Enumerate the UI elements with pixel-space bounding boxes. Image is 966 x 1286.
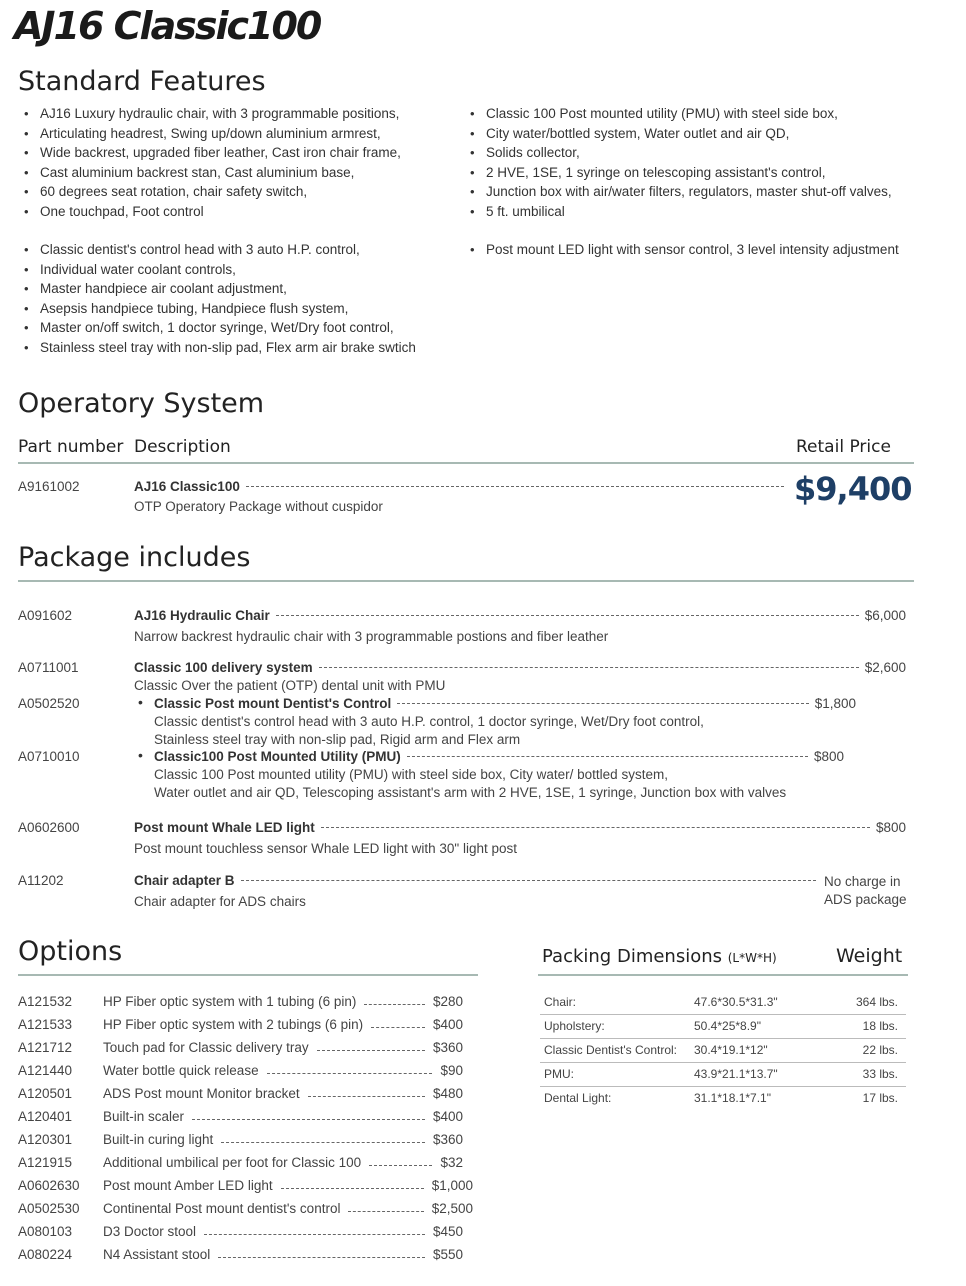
col-retail-price: Retail Price [796, 437, 891, 457]
package-item-line [154, 696, 856, 711]
package-item-line [154, 749, 844, 764]
standard-right-list-1 [464, 104, 892, 221]
packing-item: Dental Light: [544, 1091, 612, 1106]
option-name: Additional umbilical per foot for Classic 100 [103, 1155, 362, 1170]
option-part: A080103 [18, 1224, 73, 1239]
option-price: $480 [432, 1086, 463, 1101]
package-item-line [134, 660, 906, 675]
standard-left-list-1 [18, 104, 401, 221]
package-item-price: $800 [813, 749, 844, 764]
feature-item: • One touchpad, Foot control [18, 202, 401, 222]
operatory-price: $9,400 [794, 470, 912, 508]
packing-row [540, 990, 906, 1014]
leader-dots [267, 1059, 433, 1074]
options-heading: Options [18, 936, 123, 967]
option-price: $360 [432, 1132, 463, 1147]
package-item-price: $1,800 [814, 696, 856, 711]
package-part-number: A0502520 [18, 696, 80, 711]
leader-dots [221, 1128, 425, 1143]
leader-dots [246, 486, 784, 487]
package-item-line [134, 820, 906, 835]
feature-item: • Master on/off switch, 1 doctor syringe, Wet/Dry foot control, [18, 318, 416, 338]
feature-item: • 60 degrees seat rotation, chair safety switch, [18, 182, 401, 202]
package-heading: Package includes [18, 542, 251, 573]
packing-weight: 33 lbs. [844, 1062, 906, 1086]
option-name: HP Fiber optic system with 2 tubings (6 pin) [103, 1017, 364, 1032]
option-part: A121712 [18, 1040, 73, 1055]
option-part: A121915 [18, 1155, 73, 1170]
bullet: • [138, 747, 143, 763]
package-item-desc: Chair adapter for ADS chairs [134, 894, 306, 909]
packing-row [540, 1086, 906, 1110]
packing-dims: 31.1*18.1*7.1" [694, 1091, 771, 1106]
divider [18, 462, 914, 464]
feature-item: • Individual water coolant controls, [18, 260, 416, 280]
col-description: Description [134, 437, 231, 457]
option-price: $90 [440, 1063, 463, 1078]
operatory-part-number: A9161002 [18, 479, 80, 494]
feature-item: • 2 HVE, 1SE, 1 syringe on telescoping assistant's control, [464, 163, 892, 183]
option-price: $400 [432, 1017, 463, 1032]
package-item-name: Classic100 Post Mounted Utility (PMU) [154, 749, 401, 764]
option-row [103, 1132, 463, 1147]
package-item-desc: Classic Over the patient (OTP) dental unit with PMU [134, 678, 446, 693]
option-part: A121532 [18, 994, 73, 1009]
packing-unit: (L*W*H) [727, 951, 777, 965]
packing-row [540, 1062, 906, 1086]
leader-dots [348, 1197, 423, 1212]
operatory-heading: Operatory System [18, 388, 265, 419]
package-item-price: No charge in [824, 874, 901, 889]
packing-row [540, 1038, 906, 1062]
packing-weight: 17 lbs. [862, 1091, 898, 1106]
package-item-desc: Stainless steel tray with non-slip pad, Rigid arm and Flex arm [154, 732, 521, 747]
package-item-desc: Classic 100 Post mounted utility (PMU) with steel side box, City water/ bottled system, [154, 767, 668, 782]
package-item-price: $800 [875, 820, 906, 835]
option-name: D3 Doctor stool [103, 1224, 197, 1239]
option-part: A121440 [18, 1063, 73, 1078]
divider [18, 580, 914, 582]
feature-item: • Solids collector, [464, 143, 892, 163]
package-item-name: Classic 100 delivery system [134, 660, 313, 675]
package-item-line [134, 873, 822, 888]
option-row [103, 1063, 463, 1078]
option-name: N4 Assistant stool [103, 1247, 211, 1262]
leader-dots [192, 1105, 425, 1120]
option-part: A0602630 [18, 1178, 80, 1193]
packing-item: Chair: [540, 990, 694, 1014]
packing-dims: 50.4*25*8.9" [694, 1014, 844, 1038]
option-row [103, 1247, 463, 1262]
packing-dims: 30.4*19.1*12" [694, 1038, 844, 1062]
leader-dots [364, 990, 425, 1005]
feature-item: • City water/bottled system, Water outlet and air QD, [464, 124, 892, 144]
option-part: A0502530 [18, 1201, 80, 1216]
option-row [103, 1109, 463, 1124]
package-item-name: Chair adapter B [134, 873, 235, 888]
package-item-name: AJ16 Hydraulic Chair [134, 608, 270, 623]
operatory-line [134, 479, 790, 494]
packing-item: Classic Dentist's Control: [540, 1038, 694, 1062]
leader-dots [276, 615, 859, 616]
package-item-name: Post mount Whale LED light [134, 820, 315, 835]
option-part: A121533 [18, 1017, 73, 1032]
option-name: Touch pad for Classic delivery tray [103, 1040, 309, 1055]
divider [18, 974, 478, 976]
leader-dots [308, 1082, 425, 1097]
option-row [103, 1201, 473, 1216]
leader-dots [407, 756, 808, 757]
option-part: A120401 [18, 1109, 73, 1124]
feature-item: • Classic dentist's control head with 3 auto H.P. control, [18, 240, 416, 260]
option-price: $1,000 [431, 1178, 473, 1193]
package-item-price: $2,600 [864, 660, 906, 675]
package-part-number: A091602 [18, 608, 73, 623]
option-name: Post mount Amber LED light [103, 1178, 273, 1193]
operatory-sub: OTP Operatory Package without cuspidor [134, 499, 383, 514]
feature-item: • Cast aluminium backrest stan, Cast aluminium base, [18, 163, 401, 183]
option-name: Water bottle quick release [103, 1063, 259, 1078]
option-name: Built-in scaler [103, 1109, 185, 1124]
leader-dots [369, 1151, 432, 1166]
feature-item: • Classic 100 Post mounted utility (PMU) with steel side box, [464, 104, 892, 124]
option-price: $2,500 [431, 1201, 473, 1216]
leader-dots [204, 1220, 425, 1235]
packing-weight: 364 lbs. [844, 990, 906, 1014]
package-item-desc: Classic dentist's control head with 3 auto H.P. control, 1 doctor syringe, Wet/Dry foot control, [154, 714, 704, 729]
feature-item: • Stainless steel tray with non-slip pad, Flex arm air brake swtich [18, 338, 416, 358]
feature-item: • Junction box with air/water filters, regulators, master shut-off valves, [464, 182, 892, 202]
option-row [103, 1040, 463, 1055]
leader-dots [241, 880, 816, 881]
packing-heading [542, 946, 777, 967]
option-row [103, 994, 463, 1009]
package-item-desc: Water outlet and air QD, Telescoping assistant's arm with 2 HVE, 1SE, 1 syringe, Junction box with valves [154, 785, 787, 800]
leader-dots [397, 703, 808, 704]
leader-dots [317, 1036, 425, 1051]
feature-item: • Wide backrest, upgraded fiber leather, Cast iron chair frame, [18, 143, 401, 163]
option-row [103, 1224, 463, 1239]
option-part: A080224 [18, 1247, 73, 1262]
option-part: A120301 [18, 1132, 73, 1147]
option-price: $400 [432, 1109, 463, 1124]
feature-item: • Articulating headrest, Swing up/down aluminium armrest, [18, 124, 401, 144]
feature-item: • Post mount LED light with sensor control, 3 level intensity adjustment [464, 240, 899, 260]
package-item-desc: Narrow backrest hydraulic chair with 3 programmable postions and fiber leather [134, 629, 609, 644]
feature-item: • Master handpiece air coolant adjustment, [18, 279, 416, 299]
option-price: $360 [432, 1040, 463, 1055]
package-part-number: A0602600 [18, 820, 80, 835]
packing-dims: 43.9*21.1*13.7" [694, 1062, 844, 1086]
option-name: Continental Post mount dentist's control [103, 1201, 341, 1216]
packing-weight: 22 lbs. [844, 1038, 906, 1062]
operatory-name: AJ16 Classic100 [134, 479, 240, 494]
package-item-name: Classic Post mount Dentist's Control [154, 696, 392, 711]
packing-table [540, 990, 906, 1110]
bullet: • [138, 694, 143, 710]
col-part-number: Part number [18, 437, 124, 457]
option-part: A120501 [18, 1086, 73, 1101]
package-item-line [134, 608, 906, 623]
standard-features-heading: Standard Features [18, 66, 266, 97]
standard-right-list-2 [464, 240, 899, 260]
option-row [103, 1155, 463, 1170]
weight-heading: Weight [836, 945, 903, 967]
option-price: $280 [432, 994, 463, 1009]
option-name: Built-in curing light [103, 1132, 214, 1147]
option-name: ADS Post mount Monitor bracket [103, 1086, 300, 1101]
packing-dims: 47.6*30.5*31.3" [694, 990, 844, 1014]
packing-row [540, 1014, 906, 1038]
package-item-desc: Post mount touchless sensor Whale LED light with 30" light post [134, 841, 517, 856]
leader-dots [218, 1243, 425, 1258]
standard-left-list-2 [18, 240, 416, 357]
package-part-number: A11202 [18, 873, 64, 888]
packing-title: Packing Dimensions [542, 946, 723, 967]
option-price: $450 [432, 1224, 463, 1239]
option-row [103, 1178, 473, 1193]
option-name: HP Fiber optic system with 1 tubing (6 pin) [103, 994, 357, 1009]
package-item-price: $6,000 [864, 608, 906, 623]
package-part-number: A0710010 [18, 749, 80, 764]
option-price: $550 [432, 1247, 463, 1262]
packing-weight: 18 lbs. [844, 1014, 906, 1038]
page-title: AJ16 Classic100 [14, 4, 321, 48]
leader-dots [319, 667, 859, 668]
package-part-number: A0711001 [18, 660, 79, 675]
leader-dots [281, 1174, 424, 1189]
packing-item: Upholstery: [540, 1014, 694, 1038]
option-price: $32 [440, 1155, 463, 1170]
option-row [103, 1086, 463, 1101]
feature-item: • 5 ft. umbilical [464, 202, 892, 222]
feature-item: • AJ16 Luxury hydraulic chair, with 3 programmable positions, [18, 104, 401, 124]
package-item-price-note: ADS package [824, 892, 907, 907]
option-row [103, 1017, 463, 1032]
leader-dots [371, 1013, 425, 1028]
leader-dots [321, 827, 870, 828]
feature-item: • Asepsis handpiece tubing, Handpiece flush system, [18, 299, 416, 319]
packing-item: PMU: [540, 1062, 694, 1086]
divider [538, 974, 908, 976]
